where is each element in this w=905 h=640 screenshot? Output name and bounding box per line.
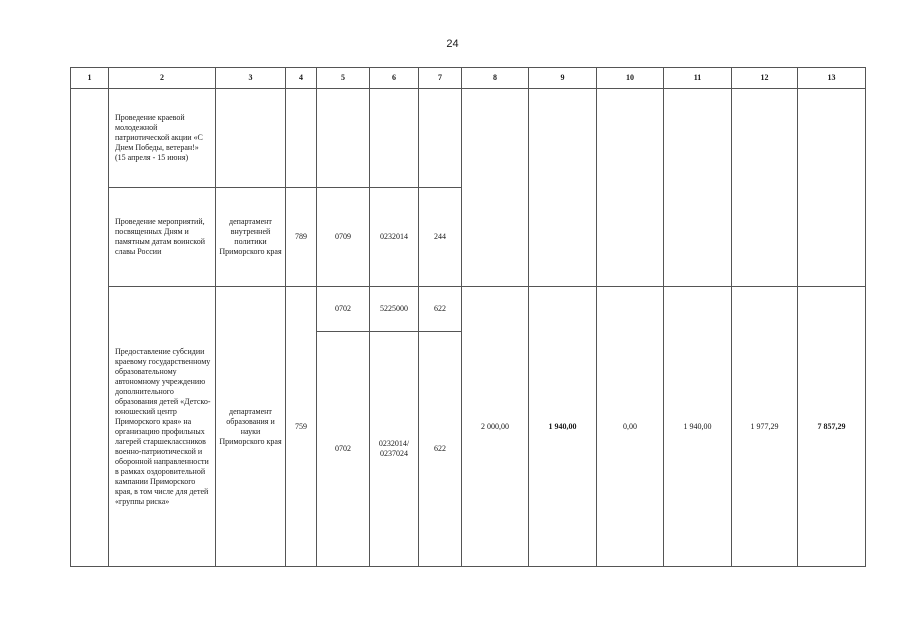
department-cell: департамент внутренней политики Приморского края xyxy=(216,188,286,287)
section-cell: 0702 xyxy=(317,287,370,332)
amount-cell-12 xyxy=(732,89,798,287)
column-header: 8 xyxy=(462,68,529,89)
row-description: Предоставление субсидии краевому государственному образовательному автономному учреждению дополнительного образования детей «Детско-юношеский центр Приморского края» на организацию профильных лагерей старшеклассников военно-патриотической и оборонной направленности в рамках оздоровительной кампании Приморского края, в том числе для детей «группы риска» xyxy=(109,287,216,567)
column-header: 4 xyxy=(286,68,317,89)
column-header: 9 xyxy=(529,68,597,89)
column-header: 11 xyxy=(664,68,732,89)
column-header: 7 xyxy=(419,68,462,89)
target-cell xyxy=(370,89,419,188)
column-header: 10 xyxy=(597,68,664,89)
department-cell xyxy=(216,89,286,188)
column-header: 1 xyxy=(71,68,109,89)
row-description: Проведение краевой молодежной патриотической акции «С Днем Победы, ветеран!» (15 апреля - 15 июня) xyxy=(109,89,216,188)
target-cell: 0232014 xyxy=(370,188,419,287)
row-number-cell xyxy=(71,89,109,567)
target-cell: 0232014/ 0237024 xyxy=(370,332,419,567)
column-header: 5 xyxy=(317,68,370,89)
amount-cell-8 xyxy=(462,89,529,287)
department-cell: департамент образования и науки Приморского края xyxy=(216,287,286,567)
target-cell: 5225000 xyxy=(370,287,419,332)
budget-table xyxy=(70,67,866,567)
amount-cell-8: 2 000,00 xyxy=(462,287,529,567)
amount-cell-10 xyxy=(597,89,664,287)
section-cell: 0702 xyxy=(317,332,370,567)
column-header: 13 xyxy=(798,68,866,89)
amount-cell-13 xyxy=(798,89,866,287)
table-row xyxy=(71,287,866,332)
expense-type-cell: 622 xyxy=(419,332,462,567)
expense-type-cell: 244 xyxy=(419,188,462,287)
row-description: Проведение мероприятий, посвященных Дням и памятным датам воинской славы России xyxy=(109,188,216,287)
amount-cell-11 xyxy=(664,89,732,287)
section-cell: 0709 xyxy=(317,188,370,287)
section-cell xyxy=(317,89,370,188)
column-header: 6 xyxy=(370,68,419,89)
code-cell xyxy=(286,89,317,188)
amount-cell-12: 1 977,29 xyxy=(732,287,798,567)
header-row xyxy=(71,68,866,89)
column-header: 3 xyxy=(216,68,286,89)
amount-cell-9: 1 940,00 xyxy=(529,287,597,567)
code-cell: 789 xyxy=(286,188,317,287)
amount-cell-13: 7 857,29 xyxy=(798,287,866,567)
amount-cell-9 xyxy=(529,89,597,287)
column-header: 2 xyxy=(109,68,216,89)
amount-cell-11: 1 940,00 xyxy=(664,287,732,567)
column-header: 12 xyxy=(732,68,798,89)
expense-type-cell xyxy=(419,89,462,188)
code-cell: 759 xyxy=(286,287,317,567)
amount-cell-10: 0,00 xyxy=(597,287,664,567)
expense-type-cell: 622 xyxy=(419,287,462,332)
table-row xyxy=(71,89,866,188)
page-number: 24 xyxy=(446,38,459,50)
